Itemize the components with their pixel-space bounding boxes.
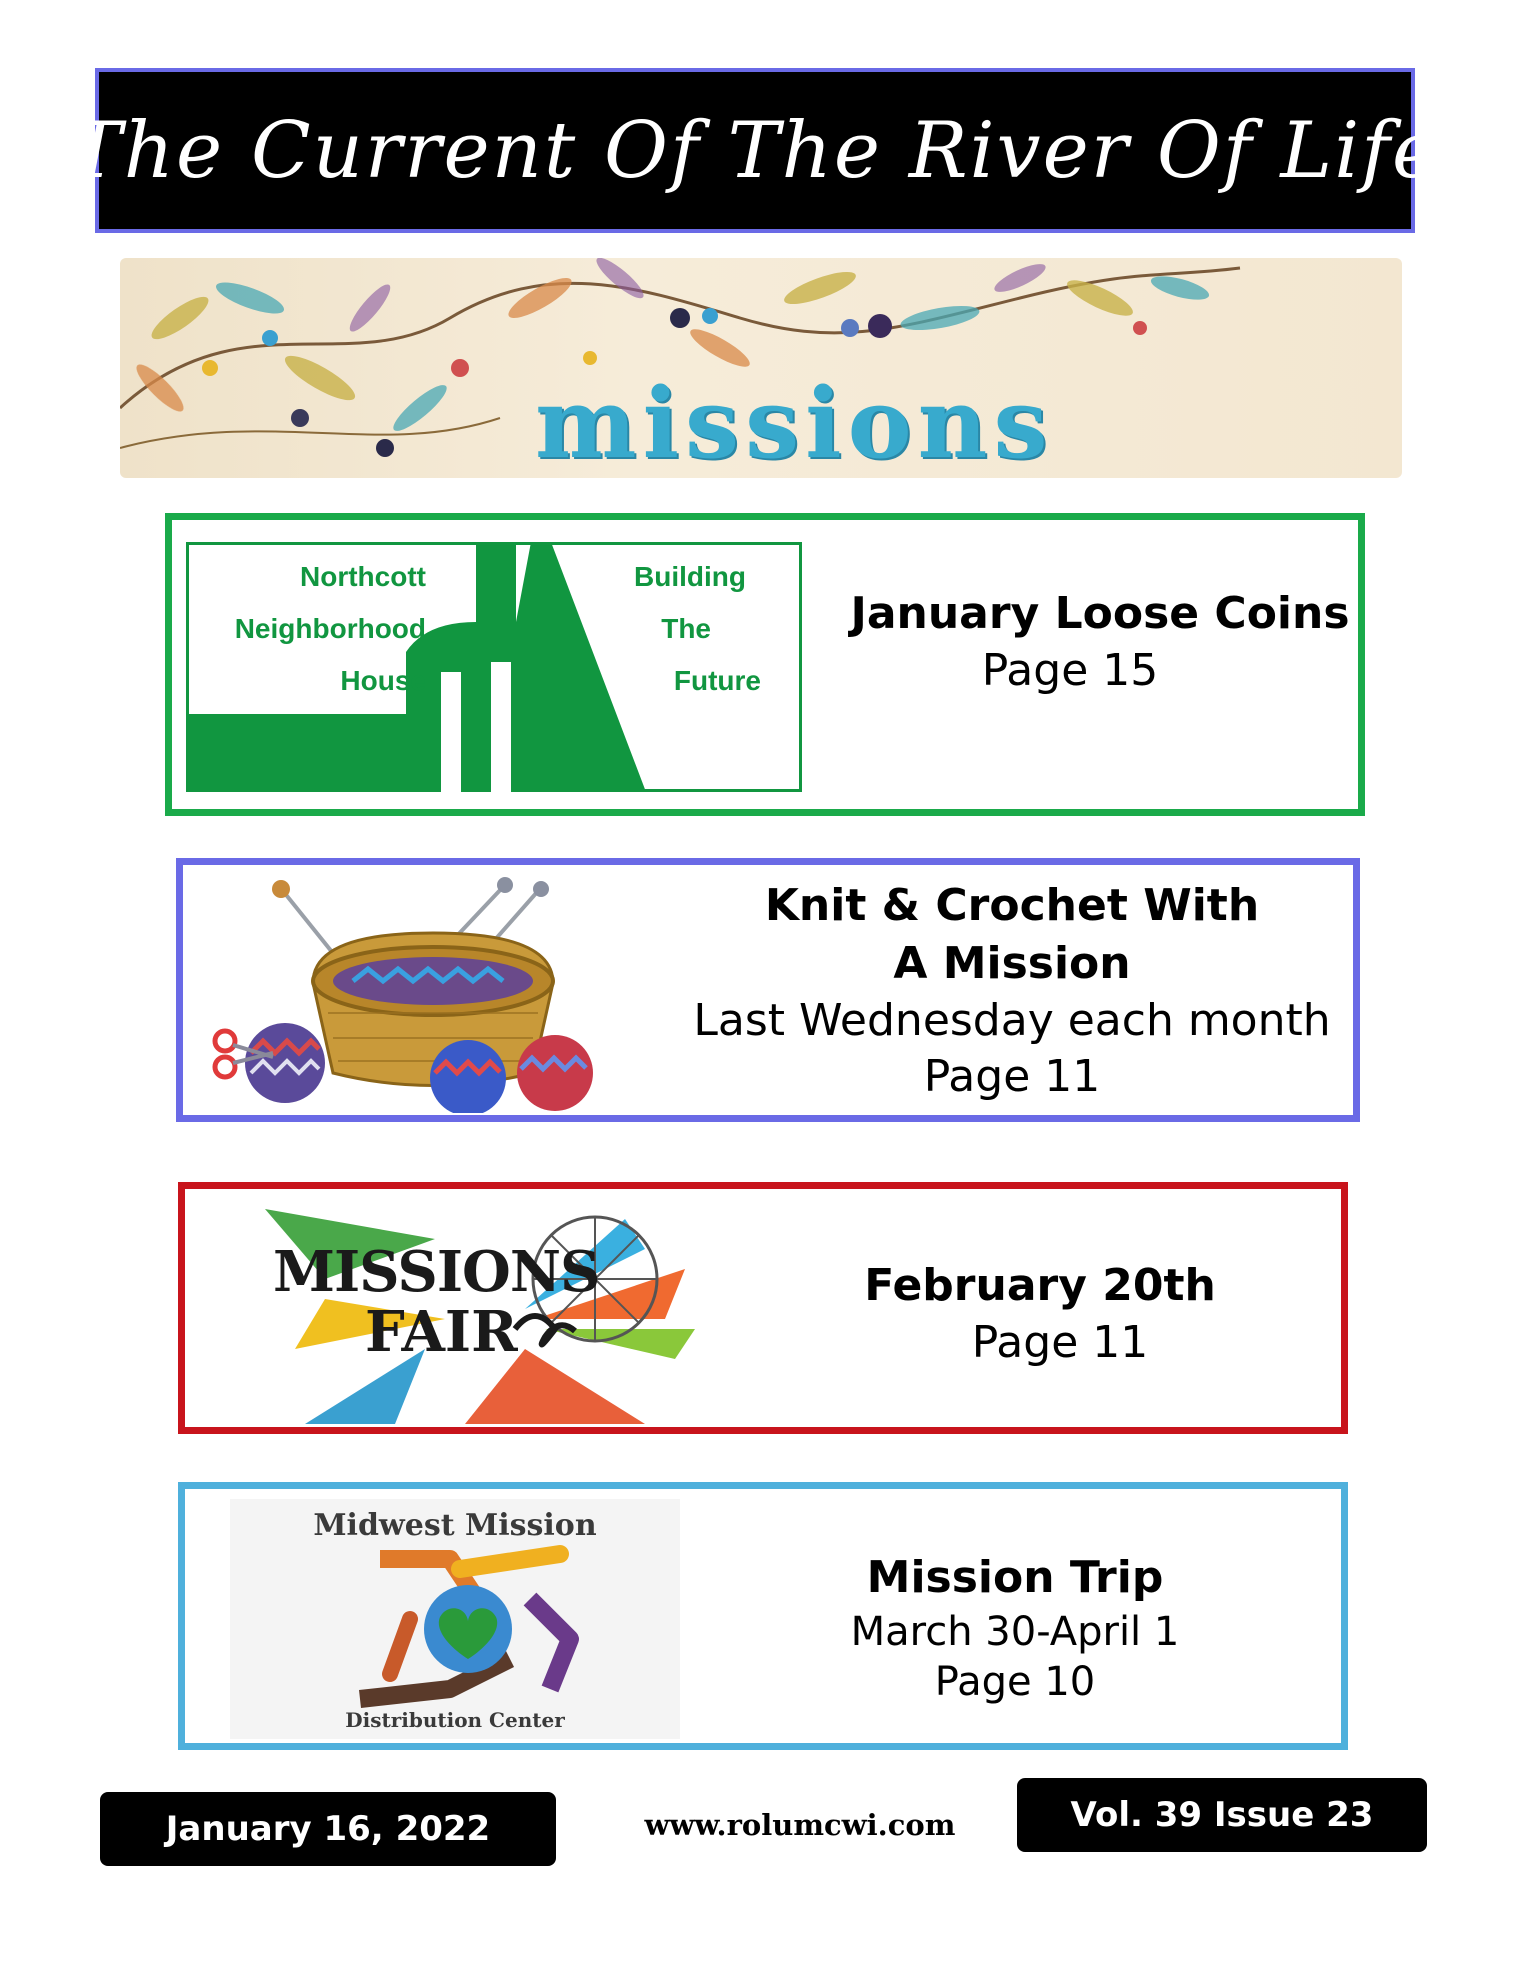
item-line: Page 10 [934,1659,1096,1705]
masthead-title: The Current Of The River Of Life [69,105,1441,196]
item-line: March 30-April 1 [850,1609,1180,1655]
missions-banner [120,258,1402,478]
knit-crochet-text [667,877,1357,1105]
logo-text-line: Northcott [300,561,426,592]
northcott-text [840,585,1360,699]
midwest-mission-text [825,1549,1205,1707]
banner-title: missions [535,367,1054,478]
item-heading: Mission Trip [866,1552,1164,1603]
item-line: Page 15 [981,645,1159,696]
northcott-logo [186,542,802,792]
logo-text-top: Midwest Mission [313,1508,597,1543]
footer-volume-badge [1017,1778,1427,1852]
masthead [69,68,1441,233]
footer-date: January 16, 2022 [165,1809,491,1849]
item-line: Page 11 [971,1317,1149,1368]
logo-text-line: The [661,613,711,644]
item-heading-line: A Mission [893,938,1131,989]
yarn-basket-illustration [203,873,643,1113]
item-line: Last Wednesday each month [693,995,1331,1046]
logo-text-line: Future [673,665,761,696]
website-link[interactable]: www.rolumcwi.com [644,1808,956,1842]
logo-text-line: Neighborhood [234,613,426,644]
item-heading: February 20th [864,1260,1216,1311]
missions-fair-feature-box [178,1182,1348,1434]
midwest-mission-feature-box [178,1482,1348,1750]
missions-fair-text [855,1257,1225,1371]
logo-text-fair: FAIR [365,1299,518,1365]
item-heading: January Loose Coins [850,588,1350,639]
missions-fair-logo [265,1209,705,1424]
logo-text-missions: MISSIONS [273,1239,600,1305]
item-line: Page 11 [923,1051,1101,1102]
logo-text-line: Building [634,561,746,592]
knit-crochet-feature-box [176,858,1360,1122]
northcott-feature-box [165,513,1365,816]
midwest-mission-logo [230,1499,680,1739]
logo-text-bottom: Distribution Center [345,1708,565,1732]
logo-text-line: House [340,665,426,696]
footer-date-badge [100,1792,556,1866]
footer-volume: Vol. 39 Issue 23 [1070,1795,1374,1835]
item-heading-line: Knit & Crochet With [764,880,1260,931]
